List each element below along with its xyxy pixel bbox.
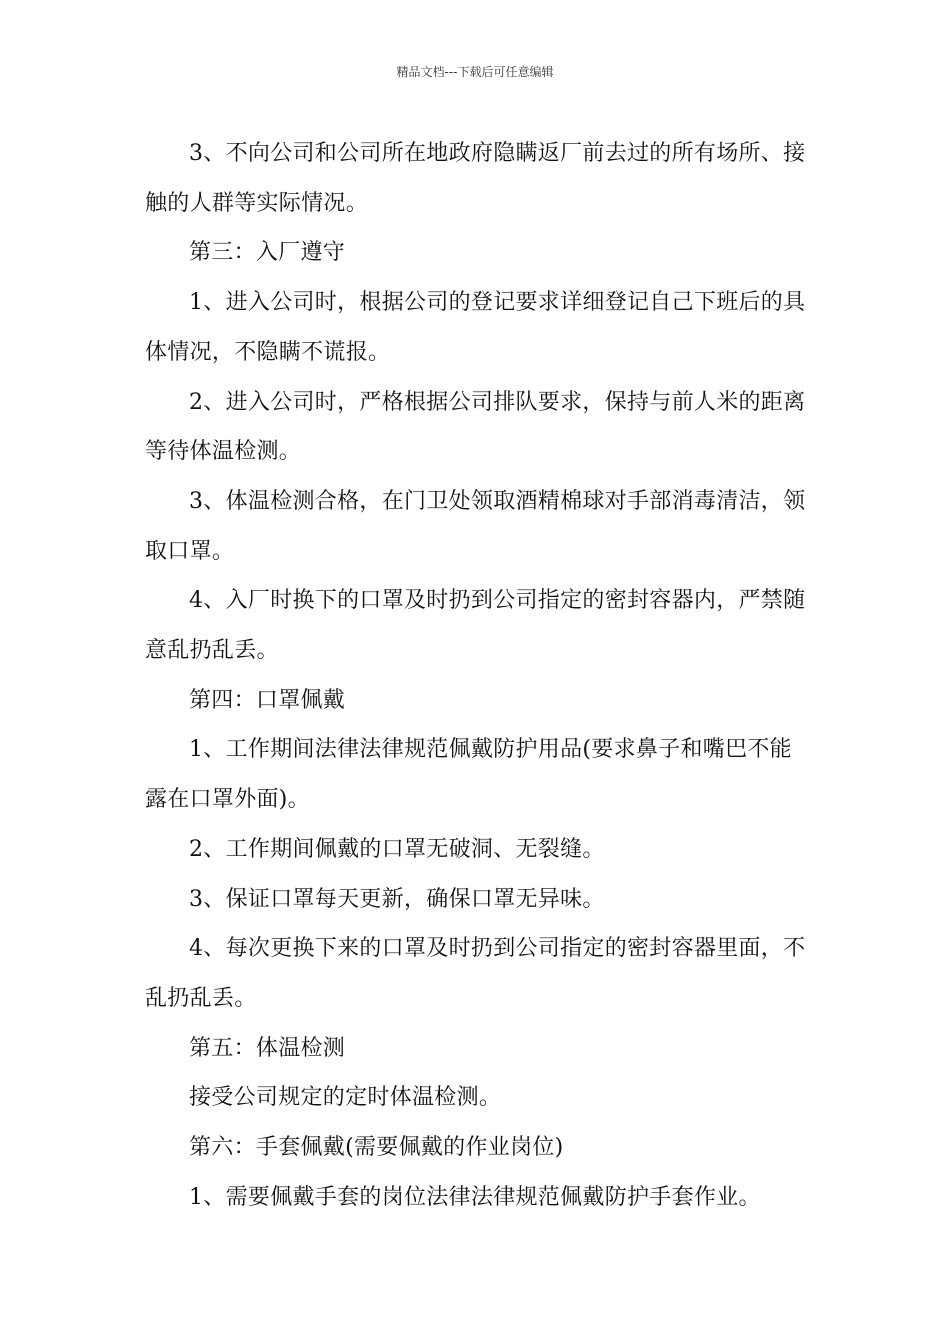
section-heading-gloves: 第六：手套佩戴(需要佩戴的作业岗位): [189, 1135, 564, 1161]
page-header: 精品文档---下载后可任意编辑: [396, 65, 554, 79]
paragraph-item-2-mask-intact: 2、工作期间佩戴的口罩无破洞、无裂缝。: [189, 836, 605, 862]
section-heading-entry-compliance: 第三：入厂遵守: [189, 240, 346, 266]
paragraph-item-1-gloves: 1、需要佩戴手套的岗位法律法律规范佩戴防护手套作业。: [189, 1184, 761, 1210]
paragraph-item-4-mask-disposal: 4、入厂时换下的口罩及时扔到公司指定的密封容器内，严禁随意乱扔乱丢。: [145, 588, 806, 664]
paragraph-item-3-mask-daily: 3、保证口罩每天更新，确保口罩无异味。: [189, 886, 605, 912]
paragraph-item-1-registration: 1、进入公司时，根据公司的登记要求详细登记自己下班后的具体情况，不隐瞒不谎报。: [145, 290, 806, 365]
paragraph-temperature-scheduled: 接受公司规定的定时体温检测。: [189, 1085, 502, 1111]
paragraph-item-3-temperature-pass: 3、体温检测合格，在门卫处领取酒精棉球对手部消毒清洁，领取口罩。: [145, 488, 806, 564]
paragraph-item-3-no-concealment: 3、不向公司和公司所在地政府隐瞒返厂前去过的所有场所、接触的人群等实际情况。: [145, 141, 806, 216]
document-body: [145, 129, 810, 1222]
section-heading-mask-wearing: 第四：口罩佩戴: [189, 687, 346, 713]
paragraph-item-2-queue: 2、进入公司时，严格根据公司排队要求，保持与前人米的距离等待体温检测。: [145, 389, 806, 465]
paragraph-item-1-protective-gear: 1、工作期间法律法律规范佩戴防护用品(要求鼻子和嘴巴不能露在口罩外面)。: [145, 737, 792, 813]
section-heading-temperature-check: 第五：体温检测: [189, 1035, 346, 1061]
paragraph-item-4-mask-container: 4、每次更换下来的口罩及时扔到公司指定的密封容器里面，不乱扔乱丢。: [145, 936, 806, 1011]
